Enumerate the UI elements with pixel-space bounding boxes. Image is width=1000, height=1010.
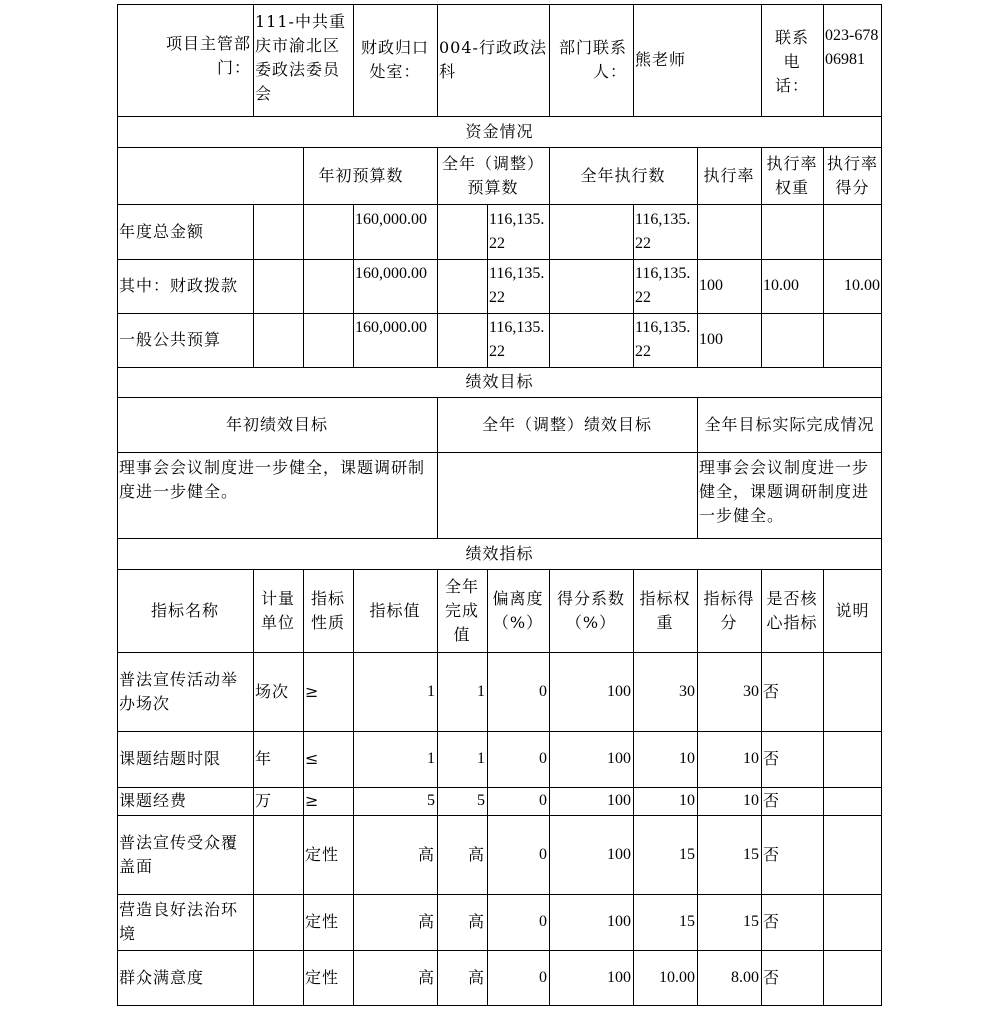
- grid-line: [823, 4, 824, 116]
- grid-line: [437, 147, 438, 367]
- grid-line: [487, 204, 488, 367]
- indicator-coefficient: 100: [607, 792, 631, 809]
- performance-table: [117, 4, 882, 1006]
- grid-line: [117, 787, 882, 788]
- ind-header-value: 指标值: [369, 600, 421, 620]
- grid-line: [697, 397, 698, 538]
- indicator-note: [823, 731, 882, 787]
- indicator-weight: 30: [679, 682, 695, 700]
- indicator-coefficient: 100: [607, 682, 631, 700]
- indicator-value: 1: [427, 750, 435, 767]
- dept-label: 项目主管部门：: [165, 34, 251, 77]
- ind-header-coefficient: 得分系数（%）: [556, 588, 625, 632]
- grid-line: [487, 569, 488, 1006]
- grid-line: [549, 4, 550, 116]
- indicator-note: [823, 787, 882, 815]
- funding-section-title: 资金情况: [465, 121, 534, 141]
- indicator-weight: 10.00: [659, 969, 695, 986]
- phone-value: 023-67806981: [825, 27, 879, 68]
- indicator-name: 普法宣传活动举办场次: [119, 669, 239, 713]
- indicator-completed: 1: [477, 682, 485, 700]
- indicator-weight: 10: [679, 792, 695, 809]
- indicator-coefficient: 100: [607, 969, 631, 986]
- grid-line: [117, 147, 882, 148]
- grid-line: [549, 147, 550, 367]
- goals-initial-text: 理事会会议制度进一步健全，课题调研制度进一步健全。: [119, 458, 426, 501]
- indicator-nature: ≤: [305, 749, 320, 768]
- ind-header-completed: 全年完成值: [444, 576, 479, 644]
- funding-col-rate: 执行率: [703, 165, 755, 185]
- indicator-nature: 定性: [305, 968, 340, 987]
- indicator-unit: [253, 815, 303, 894]
- goals-col-adjusted: 全年（调整）绩效目标: [481, 414, 652, 434]
- goals-col-actual: 全年目标实际完成情况: [704, 414, 875, 434]
- grid-line: [697, 569, 698, 1006]
- grid-line: [353, 4, 354, 116]
- ind-header-score: 指标得分: [703, 588, 755, 632]
- grid-line: [117, 367, 882, 368]
- funding-row-rate: 100: [699, 277, 723, 294]
- indicator-completed: 高: [467, 912, 485, 931]
- indicator-name: 课题结题时限: [119, 749, 222, 768]
- grid-line: [303, 147, 304, 367]
- funding-col-initial: 年初预算数: [318, 165, 404, 185]
- finance-label: 财政归口处室：: [360, 38, 429, 81]
- indicator-deviation: 0: [539, 750, 547, 767]
- grid-line: [633, 204, 634, 367]
- grid-line: [253, 569, 254, 1006]
- ind-header-name: 指标名称: [150, 600, 219, 620]
- indicator-name: 群众满意度: [119, 968, 205, 987]
- ind-header-unit: 计量单位: [260, 588, 295, 632]
- funding-row-initial: 160,000.00: [355, 211, 427, 228]
- grid-line: [117, 815, 882, 816]
- grid-line: [117, 4, 882, 5]
- grid-line: [437, 397, 438, 538]
- indicator-unit: 年: [255, 749, 273, 768]
- indicator-core: 否: [763, 912, 781, 931]
- indicator-unit: [253, 950, 303, 1006]
- funding-row-adjusted: 116,135.22: [489, 319, 545, 360]
- grid-line: [117, 731, 882, 732]
- grid-line: [303, 569, 304, 1006]
- grid-line: [117, 397, 882, 398]
- indicator-coefficient: 100: [607, 750, 631, 767]
- funding-row-score: 10.00: [844, 277, 880, 294]
- grid-line: [117, 894, 882, 895]
- indicator-score: 15: [743, 845, 759, 863]
- grid-line: [761, 4, 762, 116]
- indicator-score: 10: [743, 792, 759, 809]
- contact-value: 熊老师: [635, 50, 687, 69]
- funding-col-rate-weight: 执行率权重: [766, 153, 818, 197]
- indicator-core: 否: [763, 791, 781, 810]
- ind-header-deviation: 偏离度（%）: [492, 588, 544, 632]
- indicator-score: 30: [743, 682, 759, 700]
- funding-row-label: 年度总金额: [119, 221, 205, 241]
- grid-line: [253, 204, 254, 367]
- indicator-completed: 1: [477, 750, 485, 767]
- indicator-weight: 10: [679, 750, 695, 767]
- grid-line: [353, 569, 354, 1006]
- grid-line: [437, 569, 438, 1006]
- funding-row-label: 一般公共预算: [119, 330, 222, 349]
- indicator-nature: 定性: [305, 844, 340, 864]
- indicator-coefficient: 100: [607, 845, 631, 863]
- grid-line: [633, 569, 634, 1006]
- grid-line: [353, 204, 354, 367]
- indicator-core: 否: [763, 968, 781, 987]
- grid-line: [117, 116, 882, 117]
- grid-line: [437, 4, 438, 116]
- goals-col-initial: 年初绩效目标: [225, 414, 328, 434]
- indicator-weight: 15: [679, 913, 695, 930]
- finance-value: 004-行政政法科: [439, 38, 547, 81]
- grid-line: [117, 569, 882, 570]
- grid-line: [761, 147, 762, 367]
- indicator-deviation: 0: [539, 969, 547, 986]
- indicator-nature: ≥: [305, 681, 320, 701]
- grid-line: [697, 147, 698, 367]
- indicator-value: 5: [427, 792, 435, 809]
- indicator-name: 普法宣传受众覆盖面: [119, 832, 239, 876]
- indicator-unit: [253, 894, 303, 950]
- indicator-deviation: 0: [539, 792, 547, 809]
- grid-line: [881, 4, 882, 1006]
- contact-label: 部门联系人：: [558, 38, 627, 81]
- goals-actual-text: 理事会会议制度进一步健全，课题调研制度进一步健全。: [699, 458, 870, 525]
- funding-row-label: 其中：财政拨款: [119, 276, 239, 295]
- phone-label: 联系电话：: [774, 28, 809, 95]
- funding-row-rate: 100: [699, 331, 723, 348]
- indicators-section-title: 绩效指标: [465, 543, 534, 563]
- ind-header-note: 说明: [835, 600, 870, 620]
- indicator-note: [823, 894, 882, 950]
- funding-row-executed: 116,135.22: [635, 211, 691, 252]
- indicator-weight: 15: [679, 845, 695, 863]
- funding-row-initial: 160,000.00: [355, 319, 427, 336]
- ind-header-nature: 指标性质: [310, 588, 345, 632]
- grid-line: [253, 4, 254, 116]
- grid-line: [117, 259, 882, 260]
- grid-line: [823, 569, 824, 1006]
- funding-row-adjusted: 116,135.22: [489, 265, 545, 306]
- grid-line: [117, 313, 882, 314]
- funding-col-rate-score: 执行率得分: [826, 153, 878, 197]
- indicator-completed: 高: [467, 968, 485, 987]
- funding-row-initial: 160,000.00: [355, 265, 427, 282]
- indicator-note: [823, 815, 882, 894]
- indicator-value: 1: [427, 682, 435, 700]
- funding-col-executed: 全年执行数: [580, 165, 666, 185]
- indicator-deviation: 0: [539, 913, 547, 930]
- grid-line: [549, 569, 550, 1006]
- goals-adjusted-text: [437, 456, 697, 536]
- indicator-completed: 5: [477, 792, 485, 809]
- funding-row-executed: 116,135.22: [635, 319, 691, 360]
- grid-line: [823, 147, 824, 367]
- indicator-deviation: 0: [539, 682, 547, 700]
- indicator-core: 否: [763, 681, 781, 701]
- funding-col-adjusted: 全年（调整）预算数: [441, 153, 544, 197]
- dept-value: 111-中共重庆市渝北区委政法委员会: [255, 12, 346, 103]
- indicator-note: [823, 950, 882, 1006]
- grid-line: [117, 652, 882, 653]
- funding-row-executed: 116,135.22: [635, 265, 691, 306]
- grid-line: [117, 4, 118, 1006]
- indicator-note: [823, 652, 882, 731]
- ind-header-core: 是否核心指标: [766, 588, 818, 632]
- ind-header-weight: 指标权重: [639, 588, 691, 632]
- indicator-core: 否: [763, 749, 781, 768]
- indicator-nature: 定性: [305, 912, 340, 931]
- indicator-name: 营造良好法治环境: [119, 900, 239, 943]
- indicator-value: 高: [417, 968, 435, 987]
- indicator-coefficient: 100: [607, 913, 631, 930]
- indicator-deviation: 0: [539, 845, 547, 863]
- indicator-value: 高: [417, 912, 435, 931]
- indicator-score: 10: [743, 750, 759, 767]
- indicator-value: 高: [417, 844, 435, 864]
- grid-line: [117, 1005, 882, 1006]
- funding-row-weight: 10.00: [763, 277, 799, 294]
- indicator-name: 课题经费: [119, 791, 188, 810]
- indicator-unit: 万: [255, 791, 273, 810]
- grid-line: [761, 569, 762, 1006]
- grid-line: [117, 204, 882, 205]
- indicator-unit: 场次: [255, 681, 290, 701]
- grid-line: [117, 950, 882, 951]
- indicator-completed: 高: [467, 844, 485, 864]
- funding-row-adjusted: 116,135.22: [489, 211, 545, 252]
- indicator-score: 15: [743, 913, 759, 930]
- grid-line: [633, 4, 634, 116]
- indicator-score: 8.00: [731, 969, 759, 986]
- goals-section-title: 绩效目标: [465, 372, 534, 391]
- indicator-core: 否: [763, 844, 781, 864]
- grid-line: [117, 538, 882, 539]
- indicator-nature: ≥: [305, 791, 320, 810]
- grid-line: [117, 452, 882, 453]
